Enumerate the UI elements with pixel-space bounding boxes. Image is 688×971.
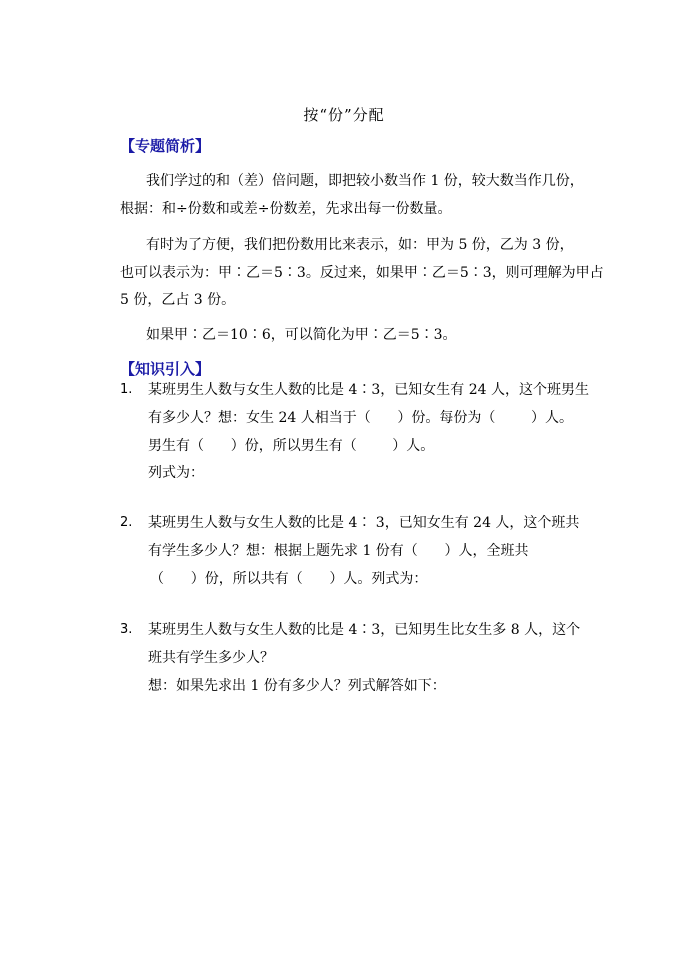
problem-line: 男生有（ ）份，所以男生有（ ）人。 [148,438,435,454]
problem-number: 3. [120,622,133,637]
problem-line: 某班男生人数与女生人数的比是 4∶3，已知男生比女生多 8 人，这个 [148,622,581,638]
problem-line: 某班男生人数与女生人数的比是 4∶ 3，已知女生有 24 人，这个班共 [148,515,580,531]
section-heading-knowledge: 【知识引入】 [120,360,211,378]
analysis-line: 5 份，乙占 3 份。 [120,292,236,308]
problem-line: （ ）份，所以共有（ ）人。列式为： [150,571,428,587]
problem-line: 班共有学生多少人？ [148,650,274,666]
analysis-line: 有时为了方便，我们把份数用比来表示，如：甲为 5 份，乙为 3 份， [146,237,574,253]
analysis-line: 也可以表示为：甲∶乙＝5∶3。反过来，如果甲∶乙＝5∶3，则可理解为甲占 [120,265,604,281]
problem-number: 2. [120,515,133,530]
problem-number: 1. [120,382,133,397]
problem-line: 列式为： [148,465,204,481]
analysis-line: 我们学过的和（差）倍问题，即把较小数当作 1 份，较大数当作几份， [146,173,584,189]
page-title: 按“份”分配 [303,106,385,124]
section-heading-analysis: 【专题简析】 [120,137,211,155]
problem-line: 有学生多少人？想：根据上题先求 1 份有（ ）人，全班共 [148,543,529,559]
analysis-line: 根据：和÷份数和或差÷份数差，先求出每一份数量。 [120,201,452,217]
analysis-line: 如果甲∶乙＝10∶6，可以简化为甲∶乙＝5∶3。 [146,327,457,343]
problem-line: 想：如果先求出 1 份有多少人？列式解答如下： [148,678,446,694]
problem-line: 某班男生人数与女生人数的比是 4∶3，已知女生有 24 人，这个班男生 [148,382,589,398]
problem-line: 有多少人？想：女生 24 人相当于（ ）份。每份为（ ）人。 [148,410,574,426]
